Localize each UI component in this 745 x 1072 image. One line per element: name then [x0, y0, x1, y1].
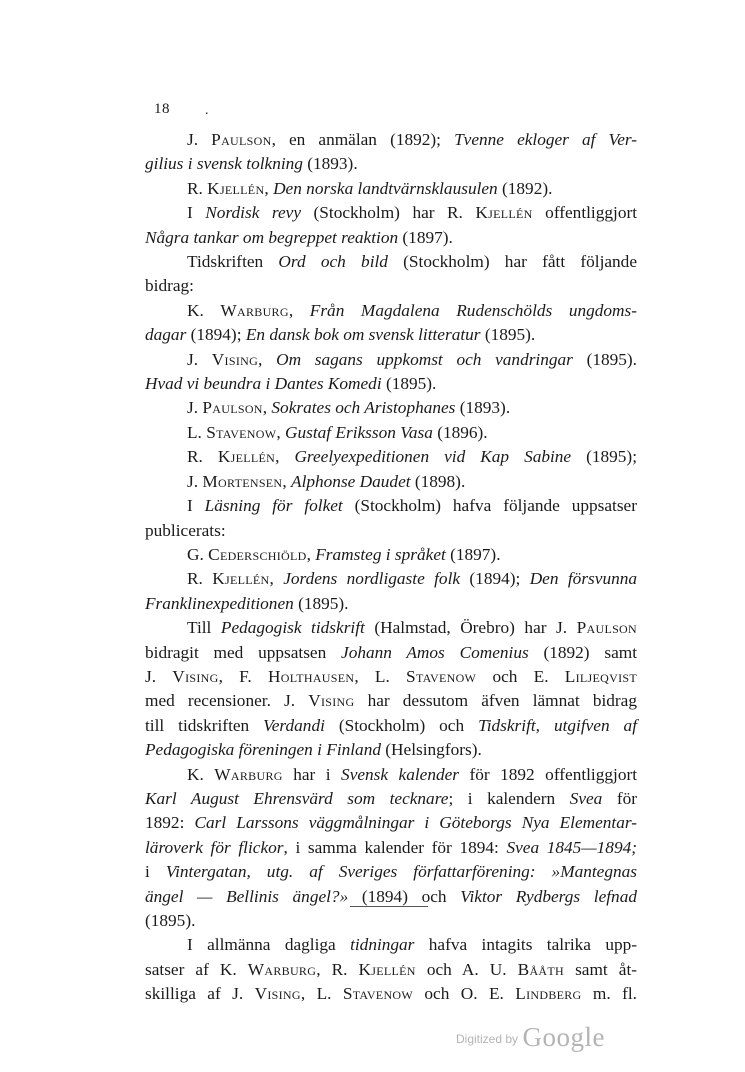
- text-line: [145, 274, 637, 298]
- author-name: Stavenow: [342, 984, 413, 1004]
- page-number: 18: [154, 101, 170, 117]
- digitized-watermark: [456, 1022, 605, 1053]
- author-name: Stavenow: [406, 666, 477, 686]
- text-segment: Tidskriften: [187, 252, 279, 272]
- text-line: [145, 689, 637, 713]
- text-segment: 1892:: [145, 813, 195, 833]
- author-name: Kjellén: [358, 959, 416, 979]
- text-segment: till tidskriften: [145, 715, 264, 735]
- text-segment: R.: [187, 447, 218, 467]
- text-segment: (1895).: [381, 374, 437, 394]
- text-segment: (1895).: [145, 911, 196, 930]
- text-line: [145, 470, 637, 494]
- author-name: Paulson: [576, 618, 637, 638]
- text-segment: (1893).: [302, 154, 358, 174]
- text-segment: och E.: [476, 666, 565, 686]
- author-name: Vising: [308, 691, 355, 711]
- author-name: Vising: [172, 666, 219, 686]
- text-segment: har i: [282, 764, 342, 784]
- italic-title: gilius i svensk tolkning: [145, 154, 303, 174]
- text-segment: L.: [187, 422, 207, 442]
- italic-title: Johann Amos Comenius: [341, 642, 529, 662]
- italic-title: Greelyexpeditionen vid Kap Sabine: [294, 447, 572, 467]
- text-line: [145, 641, 637, 665]
- text-segment: (1898).: [410, 471, 466, 491]
- text-line: [145, 616, 637, 640]
- text-segment: hafva intagits talrika upp-: [414, 935, 637, 955]
- text-segment: J.: [187, 349, 212, 369]
- text-segment: ,: [262, 398, 272, 418]
- italic-title: Läsning för folket: [204, 496, 343, 516]
- italic-title: En dansk bok om svensk litteratur: [245, 325, 481, 345]
- text-line: [145, 421, 637, 445]
- author-name: Kjellén: [217, 447, 276, 467]
- text-segment: , L.: [354, 666, 407, 686]
- author-name: Warburg: [220, 300, 289, 320]
- text-segment: (1895).: [572, 349, 637, 369]
- author-name: Mortensen: [202, 471, 283, 491]
- author-name: Vising: [211, 349, 259, 369]
- italic-title: Vintergatan, utg. af Sveriges författarförening: »Mantegnas: [165, 862, 637, 882]
- text-segment: ; i kalendern: [448, 788, 570, 808]
- text-segment: och A. U.: [415, 959, 518, 979]
- section-rule: [350, 906, 428, 907]
- italic-title: Nordisk revy: [205, 203, 301, 223]
- text-segment: m. fl.: [581, 984, 637, 1004]
- text-segment: , F.: [218, 666, 268, 686]
- text-line: [145, 567, 637, 591]
- text-line: [145, 543, 637, 567]
- text-segment: med recensioner. J.: [145, 691, 309, 711]
- text-segment: (Stockholm) och: [324, 715, 479, 735]
- text-line: [145, 958, 637, 982]
- watermark-prefix: Digitized by: [456, 1032, 519, 1046]
- italic-title: Verdandi: [263, 715, 325, 735]
- text-line: [145, 396, 637, 420]
- italic-title: Om sagans uppkomst och vandringar: [276, 349, 573, 369]
- text-line: [145, 250, 637, 274]
- author-name: Holthausen: [267, 666, 355, 686]
- italic-title: Från Magdalena Rudenschölds ungdoms-: [309, 300, 638, 320]
- text-line: [145, 982, 637, 1006]
- text-line: [145, 933, 637, 957]
- text-segment: (1895).: [480, 325, 536, 345]
- text-line: [145, 738, 637, 762]
- italic-title: Jordens nordligaste folk: [283, 569, 461, 589]
- italic-title: Ord och bild: [278, 252, 388, 272]
- author-name: Kjellén: [207, 178, 265, 198]
- text-segment: (1892) samt: [528, 642, 637, 662]
- italic-title: Sokrates och Aristophanes: [271, 398, 456, 418]
- text-segment: , R.: [316, 959, 359, 979]
- text-segment: satser af K.: [145, 959, 248, 979]
- text-segment: I: [187, 203, 206, 223]
- author-name: Warburg: [247, 959, 317, 979]
- text-segment: samt åt-: [564, 959, 637, 979]
- text-line: [145, 348, 637, 372]
- text-segment: (1894) och: [348, 886, 461, 906]
- text-line: [145, 714, 637, 738]
- italic-title: Carl Larssons väggmålningar i Göteborgs Nya Elementar-: [194, 813, 638, 833]
- text-segment: (1894);: [460, 569, 530, 589]
- text-segment: I allmänna dagliga: [187, 935, 351, 955]
- text-segment: (Stockholm) har R.: [301, 203, 476, 223]
- text-line: [145, 372, 637, 396]
- italic-title: Framsteg i språket: [315, 544, 446, 564]
- text-segment: ,: [264, 178, 274, 198]
- italic-title: Gustaf Eriksson Vasa: [285, 422, 433, 442]
- text-segment: bidragit med uppsatsen: [145, 642, 342, 662]
- italic-title: Alphonse Daudet: [291, 471, 411, 491]
- text-line: [145, 519, 637, 543]
- italic-title: Viktor Rydbergs lefnad: [460, 886, 637, 906]
- text-line: [145, 299, 637, 323]
- text-segment: ,: [275, 447, 295, 467]
- italic-title: Några tankar om begreppet reaktion: [145, 227, 399, 247]
- text-line: [145, 909, 637, 933]
- text-segment: ,: [282, 471, 292, 491]
- author-name: Paulson: [202, 398, 263, 418]
- italic-title: Karl August Ehrensvärd som tecknare: [145, 788, 449, 808]
- text-segment: för: [602, 788, 637, 808]
- text-line: [145, 811, 637, 835]
- text-line: [145, 787, 637, 811]
- text-segment: Till: [187, 618, 221, 638]
- text-segment: (1893).: [455, 398, 511, 418]
- text-segment: I: [187, 496, 205, 516]
- text-line: [145, 201, 637, 225]
- text-segment: R.: [187, 178, 208, 198]
- text-segment: bidrag:: [145, 276, 194, 296]
- text-segment: K.: [187, 764, 215, 784]
- text-segment: J.: [187, 471, 203, 491]
- italic-title: Franklinexpeditionen: [145, 593, 294, 613]
- text-segment: ,: [276, 422, 285, 442]
- author-name: Vising: [254, 984, 301, 1004]
- text-segment: ,: [306, 544, 316, 564]
- text-segment: (1895);: [571, 447, 637, 467]
- google-logo: Google: [522, 1022, 605, 1052]
- text-segment: J.: [187, 130, 212, 149]
- body-text: [145, 128, 637, 1007]
- italic-title: Svensk kalender: [341, 764, 460, 784]
- italic-title: Tvenne ekloger af Ver-: [454, 130, 638, 149]
- italic-title: Hvad vi beundra i Dantes Komedi: [145, 374, 382, 394]
- italic-title: Pedagogiska föreningen i Finland: [145, 740, 381, 760]
- italic-title: läroverk för flickor: [145, 837, 284, 857]
- italic-title: Tidskrift, utgifven af: [478, 715, 637, 735]
- italic-title: Den norska landtvärnsklausulen: [273, 178, 498, 198]
- text-segment: K.: [187, 300, 221, 320]
- text-segment: (1892).: [497, 178, 553, 198]
- author-name: Paulson: [211, 130, 272, 149]
- text-line: [145, 494, 637, 518]
- author-name: Stavenow: [206, 422, 277, 442]
- text-line: [145, 860, 637, 884]
- text-line: [145, 128, 637, 152]
- text-line: [145, 665, 637, 689]
- author-name: Kjellén: [212, 569, 270, 589]
- text-segment: för 1892 offentliggjort: [459, 764, 638, 784]
- author-name: Lindberg: [515, 984, 582, 1004]
- author-name: Liljeqvist: [564, 666, 637, 686]
- text-line: [145, 592, 637, 616]
- text-segment: (Stockholm) har fått följande: [387, 252, 637, 272]
- italic-title: dagar: [145, 325, 187, 345]
- text-segment: J.: [187, 398, 203, 418]
- text-segment: ,: [288, 300, 310, 320]
- text-line: [145, 323, 637, 347]
- text-line: [145, 836, 637, 860]
- text-segment: (1895).: [293, 593, 349, 613]
- text-segment: (Helsingfors).: [380, 740, 482, 760]
- text-line: [145, 763, 637, 787]
- text-segment: och O. E.: [413, 984, 516, 1004]
- author-name: Warburg: [214, 764, 283, 784]
- text-segment: (1897).: [398, 227, 453, 247]
- text-segment: (Stockholm) hafva följande uppsatser: [342, 496, 637, 516]
- italic-title: Den försvunna: [529, 569, 638, 589]
- text-segment: (Halmstad, Örebro) har J.: [364, 618, 577, 638]
- text-segment: ,: [258, 349, 277, 369]
- text-segment: offentliggjort: [532, 203, 638, 223]
- author-name: Kjellén: [475, 203, 533, 223]
- text-segment: J.: [145, 666, 173, 686]
- italic-title: tidningar: [350, 935, 415, 955]
- text-segment: , i samma kalender för 1894:: [283, 837, 507, 857]
- text-segment: , L.: [300, 984, 343, 1004]
- text-segment: G.: [187, 544, 209, 564]
- page-dot: .: [205, 103, 209, 118]
- author-name: Cederschiöld: [208, 544, 307, 564]
- text-segment: i: [145, 862, 166, 882]
- author-name: Bååth: [517, 959, 564, 979]
- text-segment: , en anmälan (1892);: [271, 130, 455, 149]
- text-segment: R.: [187, 569, 213, 589]
- text-line: [145, 445, 637, 469]
- italic-title: ängel — Bellinis ängel?»: [145, 886, 349, 906]
- italic-title: Svea: [569, 788, 603, 808]
- text-segment: (1894);: [186, 325, 246, 345]
- text-segment: (1897).: [445, 544, 501, 564]
- text-segment: (1896).: [432, 422, 488, 442]
- text-line: [145, 152, 637, 176]
- text-segment: skilliga af J.: [145, 984, 255, 1004]
- italic-title: Pedagogisk tidskrift: [220, 618, 365, 638]
- text-segment: publicerats:: [145, 520, 226, 540]
- text-segment: har dessutom äfven lämnat bidrag: [354, 691, 637, 711]
- text-line: [145, 226, 637, 250]
- text-segment: ,: [269, 569, 284, 589]
- text-line: [145, 177, 637, 201]
- italic-title: Svea 1845—1894;: [506, 837, 637, 857]
